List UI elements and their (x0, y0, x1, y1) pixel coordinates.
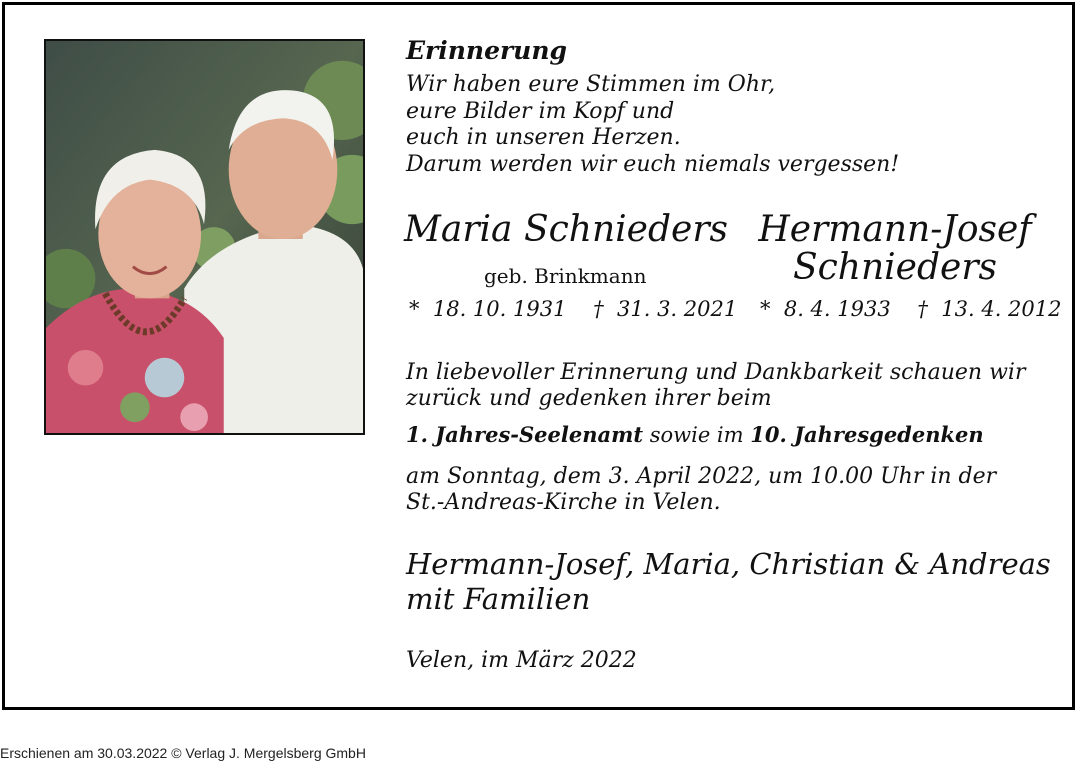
person2-name-line2: Schnieders (792, 247, 998, 288)
family-signature (406, 547, 1051, 617)
mass-part3: 10. Jahresgedenken (750, 422, 984, 447)
intro-line: In liebevoller Erinnerung und Dankbarkeit schauen wir (406, 360, 1026, 385)
mass-line (406, 422, 984, 447)
poem-line: eure Bilder im Kopf und (406, 98, 675, 124)
person2-name-line1: Hermann-Josef (758, 209, 1032, 250)
couple-photo (44, 39, 365, 435)
person2-dates: * 8. 4. 1933 † 13. 4. 2012 (760, 297, 1062, 321)
notice-heading: Erinnerung (406, 36, 567, 65)
family-line: mit Familien (406, 582, 591, 616)
poem-line: euch in unseren Herzen. (406, 125, 681, 150)
family-line: Hermann-Josef, Maria, Christian & Andreas (406, 547, 1051, 581)
person2-name (752, 211, 1038, 287)
poem (406, 72, 899, 178)
poem-line: Darum werden wir euch niemals vergessen! (406, 151, 900, 177)
mass-part1: 1. Jahres-Seelenamt (406, 422, 644, 447)
person1-born-name: geb. Brinkmann (484, 264, 647, 288)
mass-part2: sowie im (643, 423, 751, 447)
service-details (406, 464, 996, 515)
service-line: St.-Andreas-Kirche in Velen. (406, 489, 721, 515)
person1-name: Maria Schnieders (404, 209, 728, 250)
intro-text (406, 360, 1025, 412)
intro-line: zurück und gedenken ihrer beim (406, 386, 772, 411)
person1-dates: * 18. 10. 1931 † 31. 3. 2021 (409, 297, 738, 321)
place-date: Velen, im März 2022 (406, 648, 637, 673)
service-line: am Sonntag, dem 3. April 2022, um 10.00 Uhr in der (406, 464, 997, 489)
poem-line: Wir haben eure Stimmen im Ohr, (406, 72, 776, 97)
couple-photo-image (46, 41, 363, 433)
publication-footer: Erschienen am 30.03.2022 © Verlag J. Mergelsberg GmbH (0, 745, 366, 761)
